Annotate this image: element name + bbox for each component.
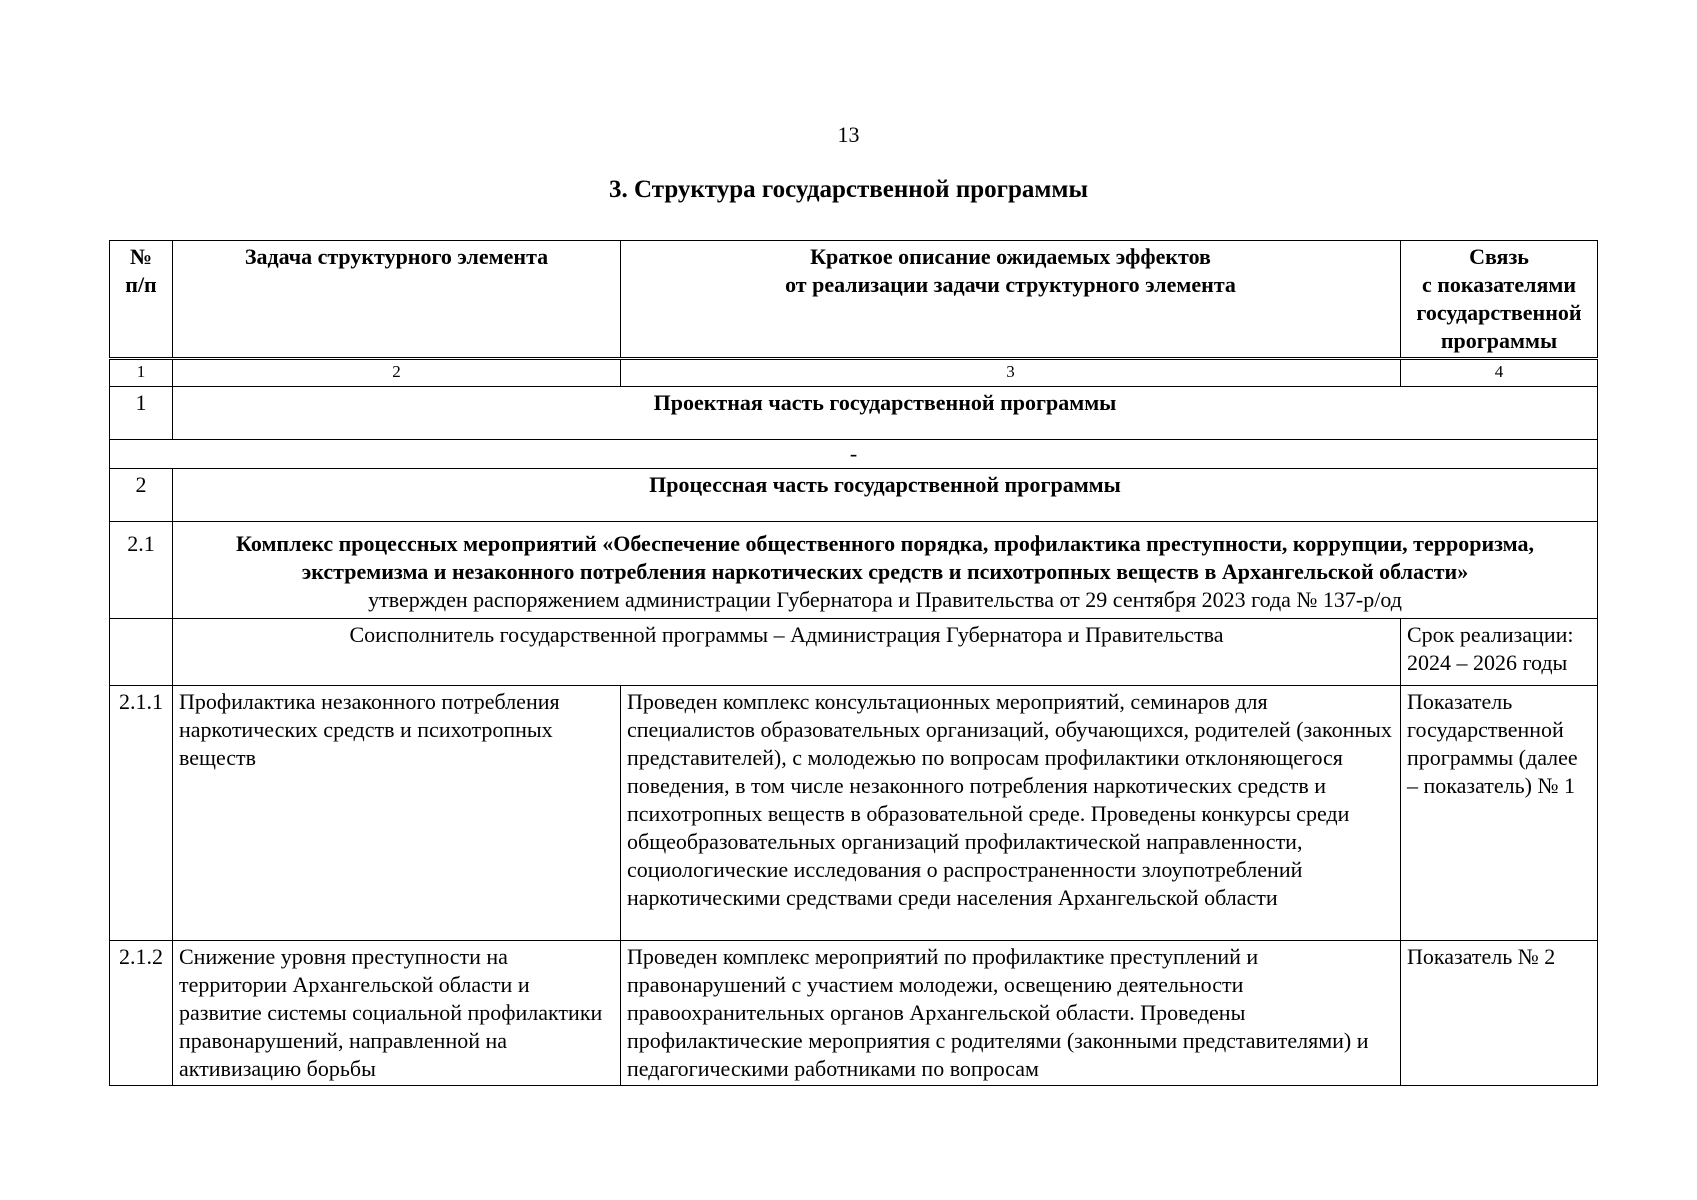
implementation-period: Срок реализации: 2024 – 2026 годы [1401,619,1598,686]
row-indicator: Показатель государственной программы (далее – показатель) № 1 [1401,686,1598,941]
header-indicators: Связь с показателями государственной программы [1401,241,1598,359]
column-numbers-row [110,359,1598,387]
program-structure-table [109,240,1598,1086]
row-number: 2.1.1 [110,686,173,941]
section-heading: Проектная часть государственной программы [173,387,1598,440]
row-number: 2.1.2 [110,941,173,1086]
page-number: 13 [837,122,860,147]
table-header-row [110,241,1598,359]
column-number: 1 [110,359,173,387]
empty-placeholder-row [110,440,1598,469]
section-title: 3. Структура государственной программы [609,176,1088,203]
row-task: Снижение уровня преступности на территории Архангельской области и развитие системы социальной профилактики правонарушений, направленной на активизацию борьбы [173,941,621,1086]
column-number: 2 [173,359,621,387]
complex-approval: утвержден распоряжением администрации Губернатора и Правительства от 29 сентября 2023 года № 137-р/од [368,587,1402,612]
section-number: 1 [110,387,173,440]
section-row-process [110,469,1598,522]
row-task: Профилактика незаконного потребления наркотических средств и психотропных веществ [173,686,621,941]
column-number: 4 [1401,359,1598,387]
section-heading: Процессная часть государственной программы [173,469,1598,522]
row-effects: Проведен комплекс мероприятий по профилактике преступлений и правонарушений с участием молодежи, освещению деятельности правоохранительных органов Архангельской области. Проведены профилактические мероприятия с родителями (законными представителями) и педагогическими работниками по вопросам [621,941,1401,1086]
table-row [110,686,1598,941]
complex-row [110,522,1598,619]
row-effects: Проведен комплекс консультационных мероприятий, семинаров для специалистов образовательных организаций, обучающихся, родителей (законных представителей), с молодежью по вопросам профилактики отклоняющегося поведения, в том числе незаконного потребления наркотических средств и психотропных веществ в образовательной среде. Проведены конкурсы среди общеобразовательных организаций профилактической направленности, социологические исследования о распространенности злоупотреблений наркотическими средствами среди населения Архангельской области [621,686,1401,941]
section-number: 2 [110,469,173,522]
column-number: 3 [621,359,1401,387]
empty-cell [110,619,173,686]
header-number: № п/п [110,241,173,359]
coexecutor-row [110,619,1598,686]
row-indicator: Показатель № 2 [1401,941,1598,1086]
section-row-project [110,387,1598,440]
complex-number: 2.1 [110,522,173,619]
complex-description [173,522,1598,619]
coexecutor-text: Соисполнитель государственной программы – Администрация Губернатора и Правительства [173,619,1401,686]
table-row [110,941,1598,1086]
header-task: Задача структурного элемента [173,241,621,359]
complex-name: Комплекс процессных мероприятий «Обеспечение общественного порядка, профилактика преступности, коррупции, терроризма, экстремизма и незаконного потребления наркотических средств и психотропных веществ в Архангельской области» [236,531,1534,584]
header-effects: Краткое описание ожидаемых эффектов от реализации задачи структурного элемента [621,241,1401,359]
placeholder-dash: - [110,440,1598,469]
